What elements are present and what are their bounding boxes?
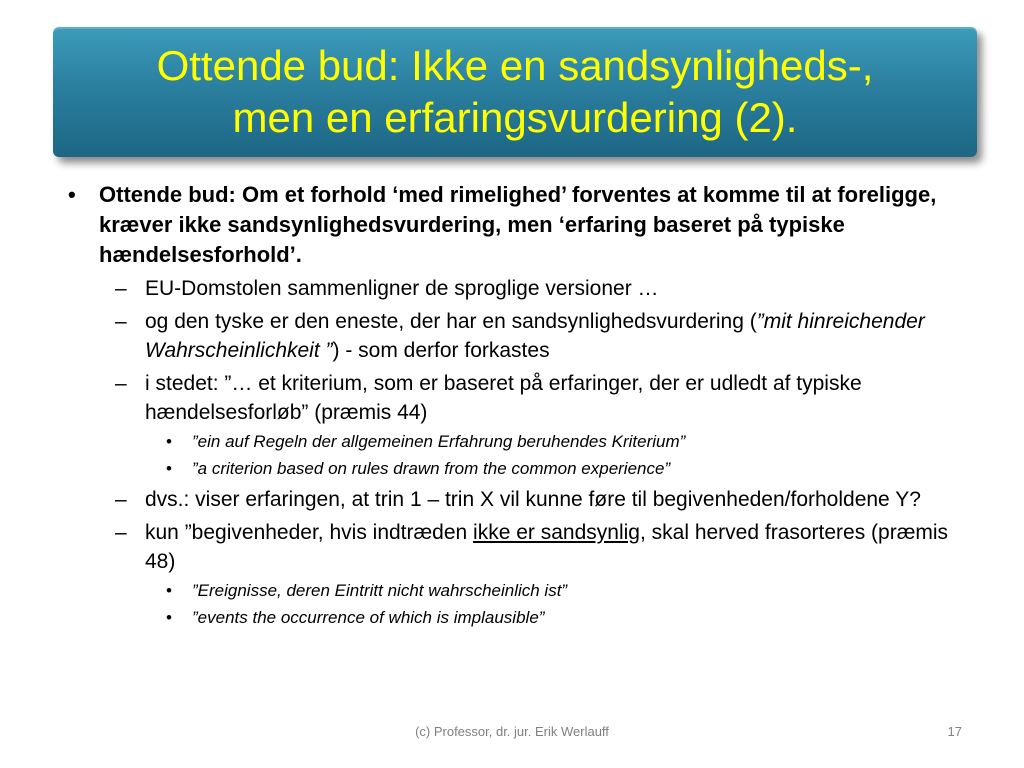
quote-text: ”a criterion based on rules drawn from the common experience” bbox=[192, 459, 671, 478]
quote-text: ”events the occurrence of which is implausible” bbox=[192, 608, 545, 627]
sub-bullet-item bbox=[60, 518, 970, 576]
bullet-dot-icon: • bbox=[166, 459, 172, 478]
slide-body bbox=[60, 180, 970, 630]
slide-number: 17 bbox=[947, 724, 962, 739]
slide-title-line-2: men en erfaringsvurdering (2). bbox=[232, 94, 798, 141]
dash-icon: – bbox=[115, 521, 127, 544]
sub-bullet-text: i stedet: ”… et kriterium, som er baseret på erfaringer, der er udledt af typiske hændelsesforløb” (præmis 44) bbox=[145, 372, 862, 424]
german-quote: ”mit hinreichender Wahrscheinlichkeit ” bbox=[145, 310, 925, 362]
sub-bullet-text: dvs.: viser erfaringen, at trin 1 – trin X vil kunne føre til begivenheden/forholdene Y? bbox=[145, 488, 921, 511]
sub-bullet-item bbox=[60, 369, 970, 427]
bullet-text: Ottende bud: Om et forhold ‘med rimelighed’ forventes at komme til at foreligge, kræver ikke sandsynlighedsvurdering, men ‘erfaring baseret på typiske hændelsesforhold’. bbox=[99, 182, 937, 267]
bullet-dot-icon: • bbox=[166, 608, 172, 627]
dash-icon: – bbox=[115, 277, 127, 300]
slide-title-line-1: Ottende bud: Ikke en sandsynligheds-, bbox=[156, 42, 874, 89]
sub-bullet-text: og den tyske er den eneste, der har en sandsynlighedsvurdering ( bbox=[145, 310, 757, 333]
quote-item bbox=[60, 456, 970, 481]
sub-bullet-item bbox=[60, 274, 970, 303]
quote-item bbox=[60, 429, 970, 454]
sub-bullet-item bbox=[60, 485, 970, 514]
dash-icon: – bbox=[115, 488, 127, 511]
sub-bullet-text: EU-Domstolen sammenligner de sproglige versioner … bbox=[145, 277, 659, 300]
dash-icon: – bbox=[115, 310, 127, 333]
quote-item bbox=[60, 578, 970, 603]
slide-title-box bbox=[53, 27, 977, 157]
dash-icon: – bbox=[115, 372, 127, 395]
bullet-item bbox=[60, 180, 970, 270]
quote-item bbox=[60, 605, 970, 630]
slide-footer: (c) Professor, dr. jur. Erik Werlauff bbox=[415, 724, 609, 739]
sub-bullet-text-tail: ) - som derfor forkastes bbox=[332, 339, 550, 362]
quote-text: ”Ereignisse, deren Eintritt nicht wahrscheinlich ist” bbox=[192, 581, 568, 600]
underlined-phrase: ikke er sandsynlig bbox=[473, 521, 640, 544]
sub-bullet-item bbox=[60, 307, 970, 365]
sub-bullet-text-tail: , skal herved frasorteres (præmis 48) bbox=[145, 521, 949, 573]
bullet-dot-icon: • bbox=[68, 182, 76, 207]
bullet-dot-icon: • bbox=[166, 432, 172, 451]
quote-text: ”ein auf Regeln der allgemeinen Erfahrung beruhendes Kriterium” bbox=[192, 432, 686, 451]
sub-bullet-text: kun ”begivenheder, hvis indtræden bbox=[145, 521, 474, 544]
bullet-dot-icon: • bbox=[166, 581, 172, 600]
